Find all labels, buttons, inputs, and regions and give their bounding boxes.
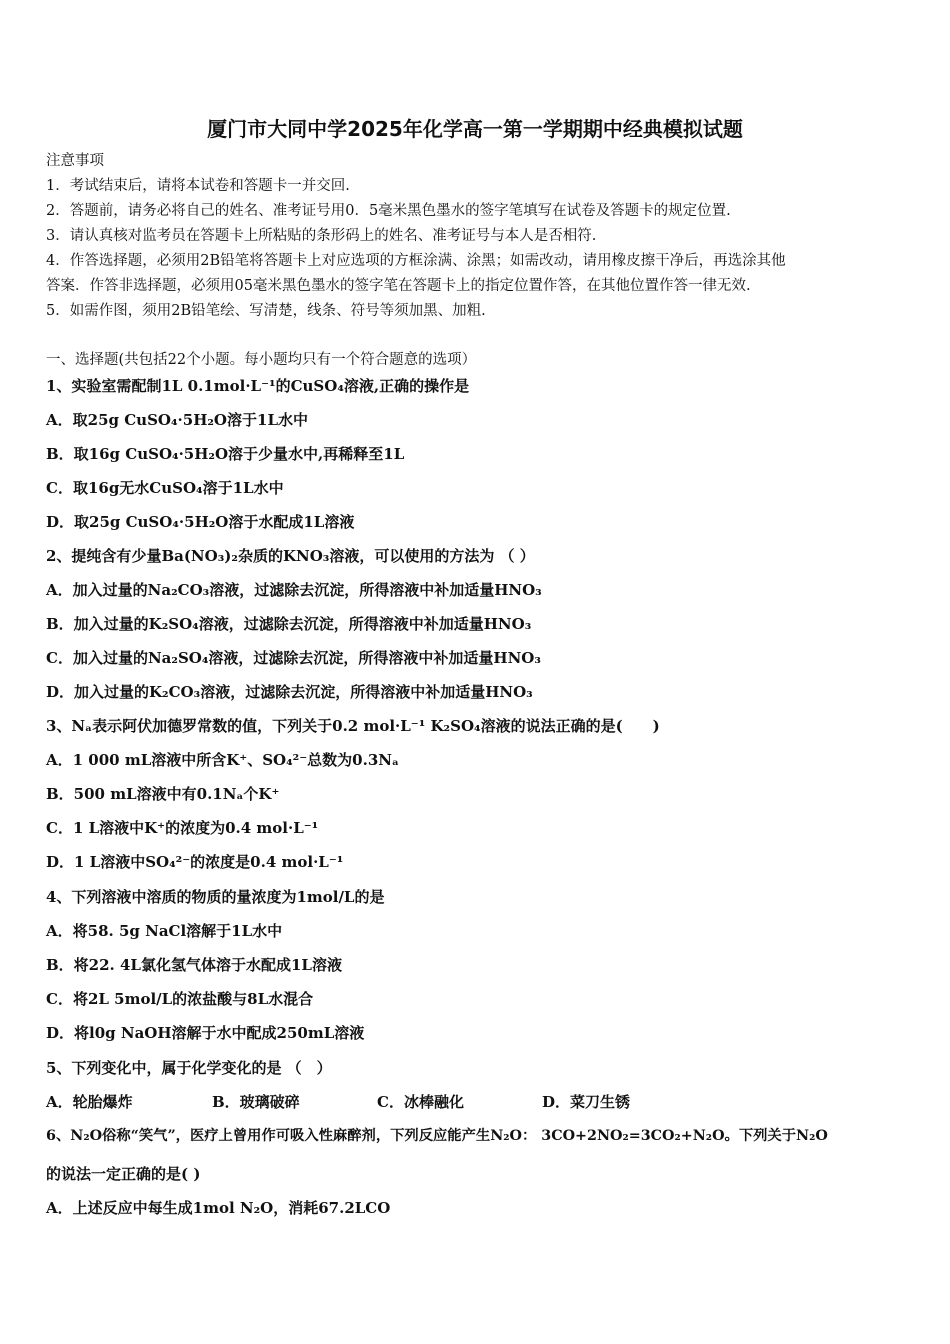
notice-item-1: 1．考试结束后，请将本试卷和答题卡一并交回. [46, 178, 350, 194]
question-5-option-a: A．轮胎爆炸 [46, 1093, 133, 1111]
question-5-stem: 5、下列变化中，属于化学变化的是 （ ） [46, 1059, 332, 1077]
question-1-option-b: B．取16g CuSO₄·5H₂O溶于少量水中,再稀释至1L [46, 445, 405, 463]
question-2-option-b: B．加入过量的K₂SO₄溶液，过滤除去沉淀，所得溶液中补加适量HNO₃ [46, 615, 532, 633]
question-2-stem: 2、提纯含有少量Ba(NO₃)₂杂质的KNO₃溶液，可以使用的方法为 （ ） [46, 547, 535, 565]
question-4-option-d: D．将l0g NaOH溶解于水中配成250mL溶液 [46, 1024, 365, 1042]
question-3-option-a: A．1 000 mL溶液中所含K⁺、SO₄²⁻总数为0.3Nₐ [46, 751, 399, 769]
question-6-option-a: A．上述反应中每生成1mol N₂O，消耗67.2LCO [46, 1199, 391, 1217]
question-4-option-b: B．将22. 4L氯化氢气体溶于水配成1L溶液 [46, 956, 342, 974]
question-1-option-c: C．取16g无水CuSO₄溶于1L水中 [46, 479, 284, 497]
question-2-option-d: D．加入过量的K₂CO₃溶液，过滤除去沉淀，所得溶液中补加适量HNO₃ [46, 683, 533, 701]
question-6-stem-cont: 的说法一定正确的是( ) [46, 1165, 201, 1183]
question-3-stem: 3、Nₐ表示阿伏加德罗常数的值，下列关于0.2 mol·L⁻¹ K₂SO₄溶液的说法正确的是( ) [46, 717, 660, 735]
question-2-option-a: A．加入过量的Na₂CO₃溶液，过滤除去沉淀，所得溶液中补加适量HNO₃ [46, 581, 542, 599]
page-title: 厦门市大同中学2025年化学高一第一学期期中经典模拟试题 [207, 117, 743, 141]
question-4-option-c: C．将2L 5mol/L的浓盐酸与8L水混合 [46, 990, 314, 1008]
notice-heading: 注意事项 [46, 153, 104, 169]
notice-item-4-cont: 答案．作答非选择题，必须用05毫米黑色墨水的签字笔在答题卡上的指定位置作答，在其他位置作答一律无效. [46, 278, 751, 294]
question-5-option-c: C．冰棒融化 [377, 1093, 464, 1111]
question-3-option-b: B．500 mL溶液中有0.1Nₐ个K⁺ [46, 785, 280, 803]
question-1-stem: 1、实验室需配制1L 0.1mol·L⁻¹的CuSO₄溶液,正确的操作是 [46, 377, 470, 395]
question-1-option-d: D．取25g CuSO₄·5H₂O溶于水配成1L溶液 [46, 513, 355, 531]
question-2-option-c: C．加入过量的Na₂SO₄溶液，过滤除去沉淀，所得溶液中补加适量HNO₃ [46, 649, 541, 667]
section-heading: 一、选择题(共包括22个小题。每小题均只有一个符合题意的选项） [46, 352, 477, 368]
question-3-option-d: D．1 L溶液中SO₄²⁻的浓度是0.4 mol·L⁻¹ [46, 853, 344, 871]
question-6-stem: 6、N₂O俗称“笑气”，医疗上曾用作可吸入性麻醉剂，下列反应能产生N₂O： 3CO+2NO₂=3CO₂+N₂O。下列关于N₂O [46, 1128, 828, 1144]
notice-item-4: 4．作答选择题，必须用2B铅笔将答题卡上对应选项的方框涂满、涂黑；如需改动，请用橡皮擦干净后，再选涂其他 [46, 253, 786, 269]
question-5-option-b: B．玻璃破碎 [212, 1093, 300, 1111]
question-3-option-c: C．1 L溶液中K⁺的浓度为0.4 mol·L⁻¹ [46, 819, 319, 837]
notice-item-2: 2．答题前，请务必将自己的姓名、准考证号用0．5毫米黑色墨水的签字笔填写在试卷及答题卡的规定位置. [46, 203, 731, 219]
question-4-option-a: A．将58. 5g NaCl溶解于1L水中 [46, 922, 283, 940]
question-1-option-a: A．取25g CuSO₄·5H₂O溶于1L水中 [46, 411, 308, 429]
notice-item-5: 5．如需作图，须用2B铅笔绘、写清楚，线条、符号等须加黑、加粗. [46, 303, 486, 319]
question-4-stem: 4、下列溶液中溶质的物质的量浓度为1mol/L的是 [46, 888, 385, 906]
notice-item-3: 3．请认真核对监考员在答题卡上所粘贴的条形码上的姓名、准考证号与本人是否相符. [46, 228, 597, 244]
question-5-option-d: D．菜刀生锈 [542, 1093, 631, 1111]
